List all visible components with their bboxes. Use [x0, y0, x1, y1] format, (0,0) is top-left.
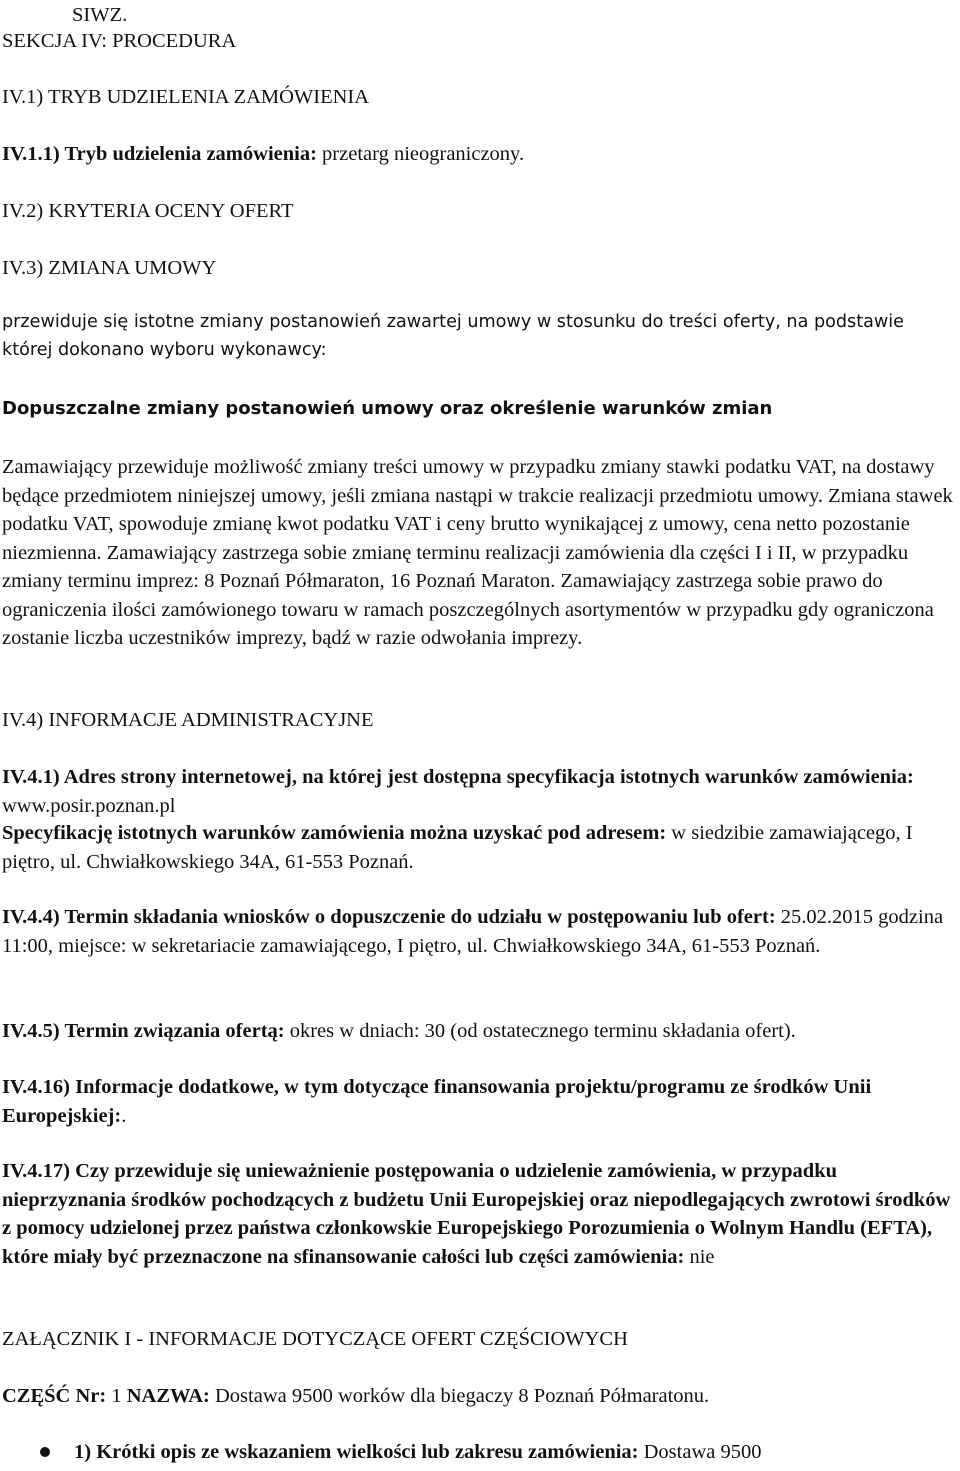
spec-location — [2, 819, 957, 876]
tryb-label: IV.1.1) Tryb udzielenia zamówienia: — [2, 143, 317, 165]
iv2-heading: IV.2) KRYTERIA OCENY OFERT — [2, 200, 294, 222]
bullet-label: 1) Krótki opis ze wskazaniem wielkości lub zakresu zamówienia: — [74, 1441, 639, 1463]
address-value: www.posir.poznan.pl — [2, 794, 176, 817]
part-number: 1 — [106, 1385, 127, 1407]
iv3-subheading: Dopuszczalne zmiany postanowień umowy oraz określenie warunków zmian — [2, 398, 773, 419]
iv1-1-line — [2, 142, 524, 166]
deadline-value: 25.02.2015 godzina 11:00, miejsce: w sekretariacie zamawiającego, I piętro, ul. Chwiałkowskiego 34A, 61-553 Poznań. — [2, 906, 944, 957]
iv4-17-cancel — [2, 1157, 957, 1271]
iv3-body: Zamawiający przewiduje możliwość zmiany treści umowy w przypadku zmiany stawki podatku VAT, na dostawy będące przedmiotem niniejszej umowy, jeśli zmiana nastąpi w trakcie realizacji przedmiotu umowy. Zmiana stawek podatku VAT, spowoduje zmianę kwot podatku VAT i ceny brutto wynikającej z umowy, cena netto pozostanie niezmienna. Zamawiający zastrzega sobie zmianę terminu realizacji zamówienia dla części I i II, w przypadku zmiany terminu imprez: 8 Poznań Półmaraton, 16 Poznań Maraton. Zamawiający zastrzega sobie prawo do ograniczenia ilości zamówionego towaru w ramach poszczególnych asortymentów w przypadku gdy ograniczona zostanie liczba uczestników imprezy, bądź w razie odwołania imprezy. — [2, 456, 953, 649]
iv4-heading: IV.4) INFORMACJE ADMINISTRACYJNE — [2, 709, 374, 731]
tryb-value: przetarg nieograniczony. — [316, 143, 525, 165]
address-label: IV.4.1) Adres strony internetowej, na której jest dostępna specyfikacja istotnych warunków zamówienia: — [2, 766, 914, 788]
additional-value: . — [121, 1104, 127, 1127]
iv4-5-binding — [2, 1017, 957, 1046]
doc-label: SIWZ. — [72, 4, 128, 26]
annex-part — [2, 1384, 709, 1408]
iv1-heading: IV.1) TRYB UDZIELENIA ZAMÓWIENIA — [2, 86, 370, 108]
spec-value: w siedzibie zamawiającego, I piętro, ul. Chwiałkowskiego 34A, 61-553 Poznań. — [2, 822, 913, 873]
bullet-value: Dostawa 9500 — [638, 1441, 762, 1463]
bullet-icon — [40, 1447, 50, 1457]
binding-label: IV.4.5) Termin związania ofertą: — [2, 1020, 285, 1042]
additional-label: IV.4.16) Informacje dodatkowe, w tym dotyczące finansowania projektu/programu ze środków Unii Europejskiej: — [2, 1076, 872, 1127]
deadline-label: IV.4.4) Termin składania wniosków o dopuszczenie do udziału w postępowaniu lub ofert: — [2, 906, 776, 928]
binding-value: okres w dniach: 30 (od ostatecznego terminu składania ofert). — [284, 1020, 796, 1042]
part-label: CZĘŚĆ Nr: — [2, 1385, 107, 1407]
spec-label: Specyfikację istotnych warunków zamówienia można uzyskać pod adresem: — [2, 822, 667, 844]
iv4-16-additional — [2, 1073, 957, 1130]
name-label: NAZWA: — [126, 1385, 210, 1407]
iv4-1-address — [2, 763, 957, 820]
iv3-heading: IV.3) ZMIANA UMOWY — [2, 257, 217, 279]
section-title: SEKCJA IV: PROCEDURA — [2, 30, 237, 52]
iv4-4-deadline — [2, 903, 957, 960]
iv3-intro: przewiduje się istotne zmiany postanowień zawartej umowy w stosunku do treści oferty, na podstawie której dokonano wyboru wykonawcy: — [2, 312, 904, 361]
annex-bullet-item — [74, 1440, 761, 1464]
cancel-label: IV.4.17) Czy przewiduje się unieważnienie postępowania o udzielenie zamówienia, w przypadku nieprzyznania środków pochodzących z budżetu Unii Europejskiej oraz niepodlegających zwrotowi środków z pomocy udzielonej przez państwa członkowskie Europejskiego Porozumienia o Wolnym Handlu (EFTA), które miały być przeznaczone na sfinansowanie całości lub części zamówienia: — [2, 1160, 951, 1268]
name-value: Dostawa 9500 worków dla biegaczy 8 Poznań Półmaratonu. — [209, 1385, 710, 1407]
cancel-value: nie — [684, 1245, 715, 1268]
annex-heading: ZAŁĄCZNIK I - INFORMACJE DOTYCZĄCE OFERT CZĘŚCIOWYCH — [2, 1328, 628, 1350]
